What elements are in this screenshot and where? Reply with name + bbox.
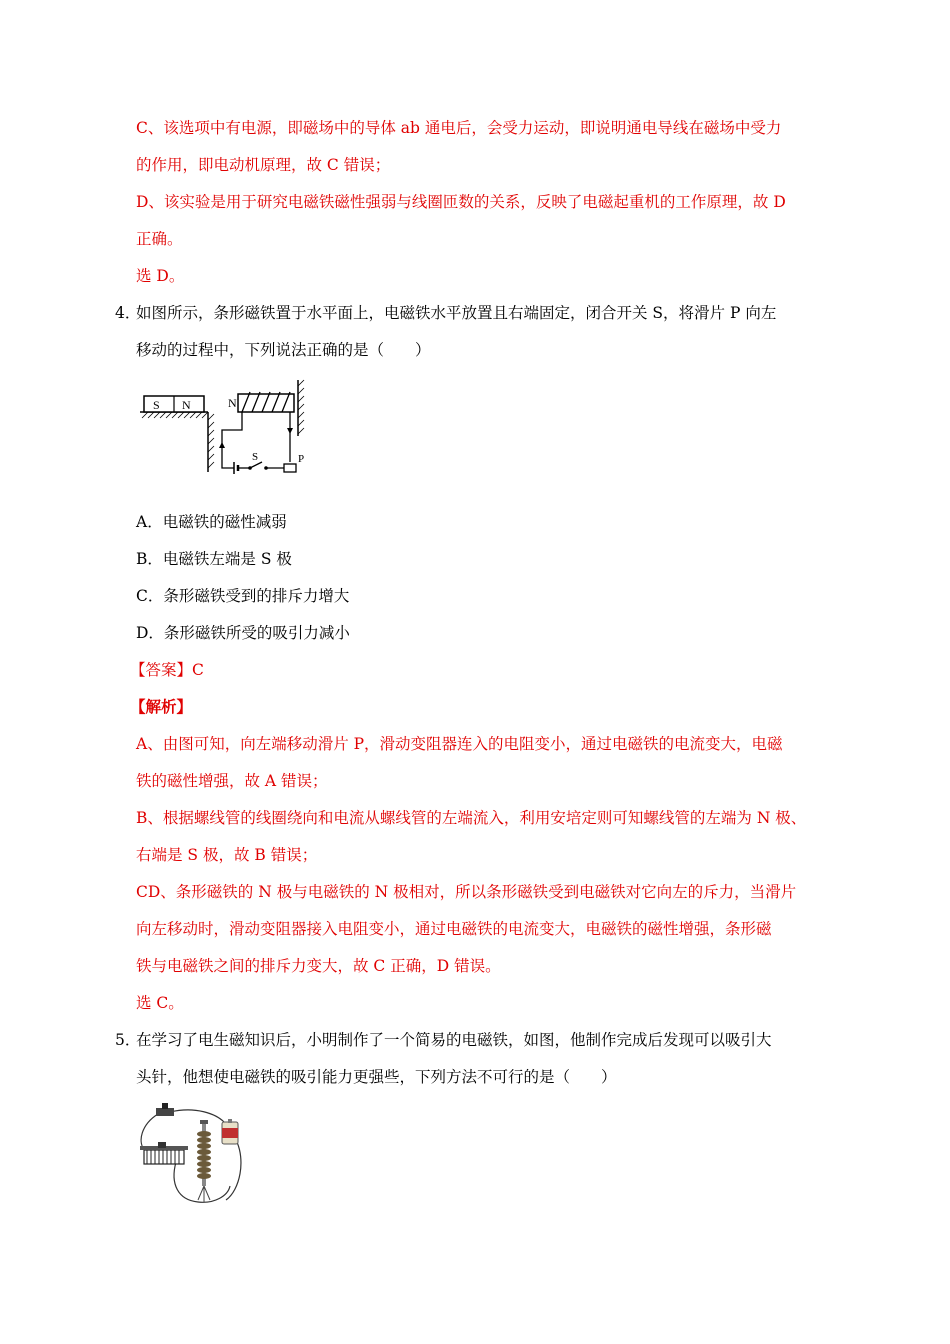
q3-choice: 选 D。 (136, 267, 185, 285)
magnet-s-label: S (153, 398, 160, 412)
q4-circuit-figure (138, 376, 318, 480)
switch-s-label: S (252, 451, 259, 463)
q4-analysis-title: 【解析】 (130, 697, 193, 716)
q4-analysis-line3: B、根据螺线管的线圈绕向和电流从螺线管的左端流入，利用安培定则可知螺线管的左端为 N 极、 (136, 809, 807, 827)
q4-analysis-line6: 向左移动时，滑动变阻器接入电阻变小，通过电磁铁的电流变大，电磁铁的磁性增强，条形磁 (136, 920, 772, 938)
q4-choice: 选 C。 (136, 994, 184, 1012)
q5-stem-line1: 在学习了电生磁知识后，小明制作了一个简易的电磁铁，如图，他制作完成后发现可以吸引大 (136, 1031, 772, 1049)
q5-electromagnet-figure (136, 1100, 248, 1212)
coil-n-label: N (228, 396, 237, 410)
q5-stem-line2: 头针，他想使电磁铁的吸引能力更强些，下列方法不可行的是（ ） (136, 1068, 617, 1086)
q3-analysis-c-line1: C、该选项中有电源，即磁场中的导体 ab 通电后，会受力运动，即说明通电导线在磁场中受力 (136, 119, 782, 137)
q4-option-c: C．条形磁铁受到的排斥力增大 (136, 587, 350, 605)
q3-analysis-c-line2: 的作用，即电动机原理，故 C 错误； (136, 156, 391, 174)
q4-analysis-line2: 铁的磁性增强，故 A 错误； (136, 772, 328, 790)
q4-stem-line2: 移动的过程中，下列说法正确的是（ ） (136, 341, 431, 359)
q4-number: 4． (115, 304, 141, 322)
q4-analysis-line5: CD、条形磁铁的 N 极与电磁铁的 N 极相对，所以条形磁铁受到电磁铁对它向左的斥力，当滑片 (136, 883, 797, 901)
q3-analysis-d-line2: 正确。 (136, 230, 183, 248)
q4-option-d: D．条形磁铁所受的吸引力减小 (136, 624, 350, 642)
q5-number: 5． (115, 1031, 141, 1049)
q4-analysis-line4: 右端是 S 极，故 B 错误； (136, 846, 318, 864)
slider-p-label: P (298, 453, 305, 465)
slider-p (284, 464, 296, 472)
q3-analysis-d-line1: D、该实验是用于研究电磁铁磁性强弱与线圈匝数的关系，反映了电磁起重机的工作原理，故 D (136, 193, 786, 211)
q4-analysis-line7: 铁与电磁铁之间的排斥力变大，故 C 正确，D 错误。 (136, 957, 501, 975)
q4-stem-line1: 如图所示，条形磁铁置于水平面上，电磁铁水平放置且右端固定，闭合开关 S，将滑片 P 向左 (136, 304, 777, 322)
q4-option-b: B．电磁铁左端是 S 极 (136, 550, 292, 568)
q4-answer: 【答案】C (130, 661, 204, 679)
q4-option-a: A．电磁铁的磁性减弱 (136, 513, 287, 531)
magnet-n-label: N (182, 398, 191, 412)
q4-analysis-line1: A、由图可知，向左端移动滑片 P，滑动变阻器连入的电阻变小，通过电磁铁的电流变大，电磁 (136, 735, 783, 753)
